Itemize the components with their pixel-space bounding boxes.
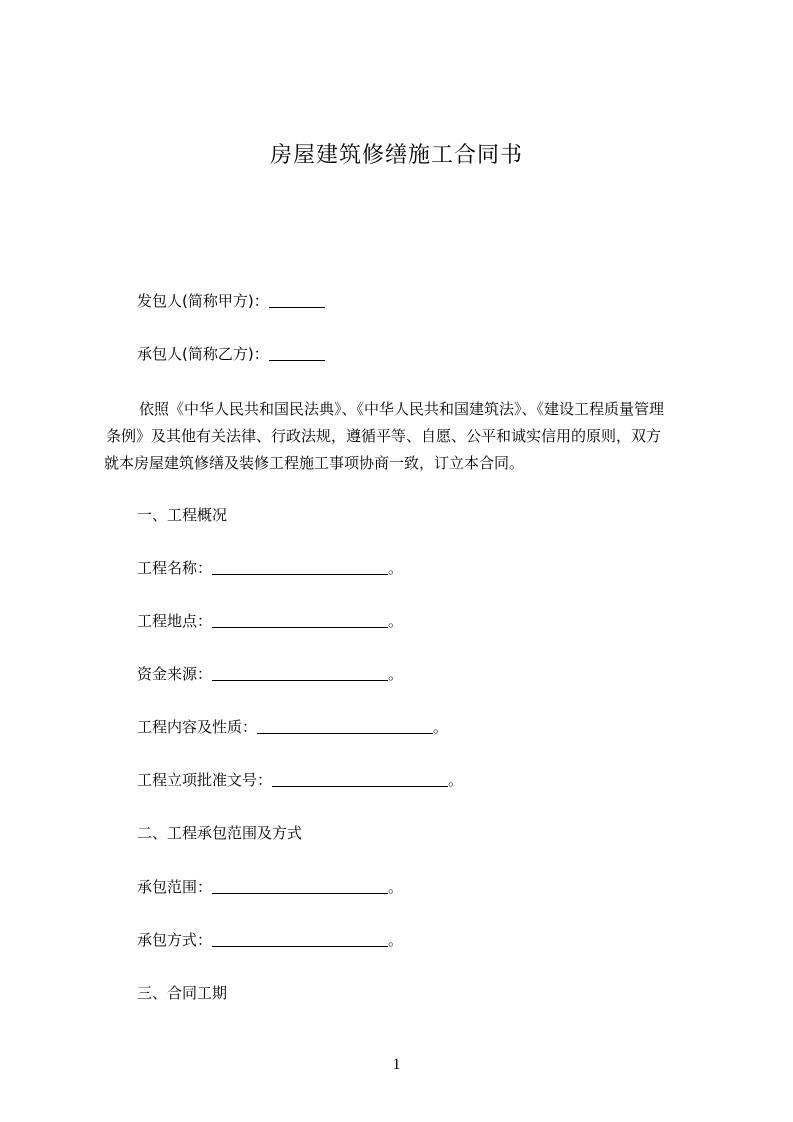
employer-line [137,290,325,312]
preamble-paragraph [104,396,704,477]
project-name-line [137,557,403,579]
page-number: 1 [392,1056,401,1073]
document-title: 房屋建筑修缮施工合同书 [269,143,523,168]
preamble-line-1: 依照《中华人民共和国民法典》、《中华人民共和国建筑法》、《建设工程质量管理 [139,400,665,418]
section-2-heading: 二、工程承包范围及方式 [137,824,303,842]
funding-source-blank [212,665,388,681]
approval-number-blank [272,771,448,787]
employer-blank [269,292,325,308]
approval-number-label: 工程立项批准文号： [137,771,273,789]
contract-scope-label: 承包范围： [137,878,213,896]
contract-scope-line [137,876,403,898]
preamble-line-2: 条例》及其他有关法律、行政法规，遵循平等、自愿、公平和诚实信用的原则，双方 [106,427,662,445]
period: 。 [388,878,404,896]
project-location-label: 工程地点： [137,612,213,630]
approval-number-line [137,769,463,791]
period: 。 [388,931,404,949]
scope-nature-label: 工程内容及性质： [137,718,258,736]
funding-source-line [137,663,403,685]
section-1-heading: 一、工程概况 [137,506,228,524]
period: 。 [388,612,404,630]
section-3-heading: 三、合同工期 [137,984,228,1002]
project-name-blank [212,559,388,575]
project-location-line [137,610,403,632]
contractor-label: 承包人(简称乙方)： [137,345,269,363]
contractor-line [137,343,325,365]
employer-label: 发包人(简称甲方)： [137,292,269,310]
period: 。 [388,665,404,683]
project-location-blank [212,612,388,628]
funding-source-label: 资金来源： [137,665,213,683]
scope-nature-blank [257,718,433,734]
preamble-line-3: 就本房屋建筑修缮及装修工程施工事项协商一致，订立本合同。 [104,454,525,472]
period: 。 [448,771,464,789]
contract-method-line [137,929,403,951]
contract-method-blank [212,931,388,947]
project-name-label: 工程名称： [137,559,213,577]
contractor-blank [269,345,325,361]
contract-method-label: 承包方式： [137,931,213,949]
scope-nature-line [137,716,448,738]
contract-scope-blank [212,878,388,894]
period: 。 [433,718,449,736]
period: 。 [388,559,404,577]
